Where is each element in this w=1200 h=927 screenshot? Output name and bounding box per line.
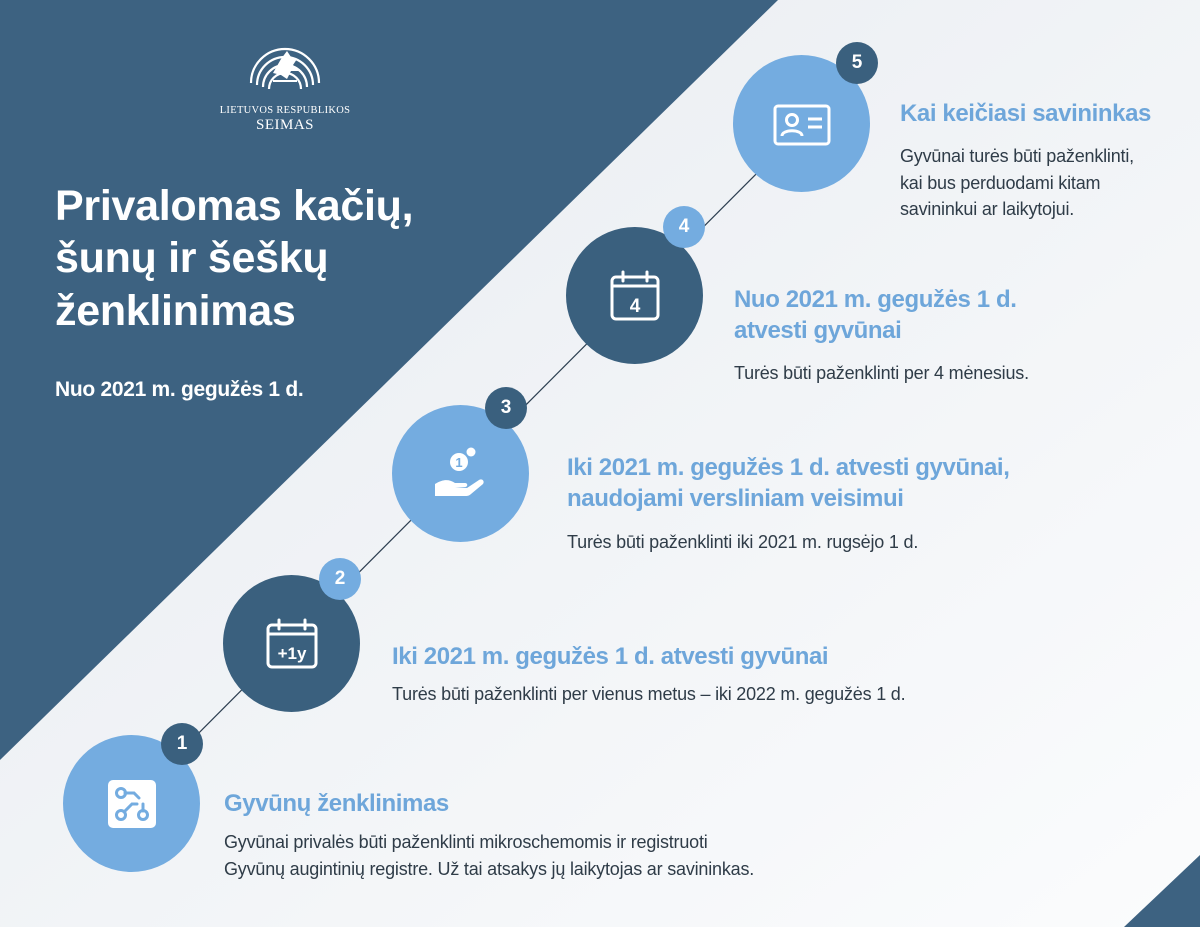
- step-5-badge: 5: [836, 42, 878, 84]
- calendar-plus-year-label: +1y: [277, 643, 306, 663]
- step-3-title-line2: naudojami versliniam veisimui: [567, 485, 904, 513]
- step-3-badge: 3: [485, 387, 527, 429]
- page-title: [55, 180, 475, 337]
- step-1-badge: 1: [161, 723, 203, 765]
- step-4-title: [734, 284, 1174, 346]
- calendar-four-icon: [608, 269, 662, 323]
- calendar-four-label: 4: [629, 295, 640, 317]
- step-4-title-line2: atvesti gyvūnai: [734, 317, 902, 345]
- chip-icon: [104, 776, 160, 832]
- step-4-badge: 4: [663, 206, 705, 248]
- seimas-emblem-icon: [243, 45, 327, 103]
- logo-line1: LIETUVOS RESPUBLIKOS: [219, 105, 351, 116]
- step-1-text: [224, 829, 924, 882]
- step-4-text-line1: Turės būti paženklinti per 4 mėnesius.: [734, 363, 1029, 383]
- step-2-badge: 2: [319, 558, 361, 600]
- step-3-text-line1: Turės būti paženklinti iki 2021 m. rugsėjo 1 d.: [567, 532, 919, 552]
- title-line1: Privalomas kačių,: [55, 182, 414, 230]
- step-3-title-line1: Iki 2021 m. gegužės 1 d. atvesti gyvūnai,: [567, 454, 1010, 481]
- step-3-title: [567, 452, 1127, 514]
- step-4-title-line1: Nuo 2021 m. gegužės 1 d.: [734, 286, 1017, 313]
- step-1-text-line2: Gyvūnų augintinių registre. Už tai atsakys jų laikytojas ar savininkas.: [224, 858, 755, 879]
- step-2-text: [392, 681, 1092, 708]
- step-2-text-line1: Turės būti paženklinti per vienus metus – iki 2022 m. gegužės 1 d.: [392, 684, 906, 704]
- title-line2: šunų ir šeškų: [55, 234, 329, 283]
- step-5-text-line1: Gyvūnai turės būti paženklinti,: [900, 146, 1134, 166]
- calendar-plus-year-icon: [264, 617, 320, 671]
- hand-coin-icon: [431, 446, 491, 502]
- step-1-text-line1: Gyvūnai privalės būti paženklinti mikroschemomis ir registruoti: [224, 832, 708, 852]
- logo-line2: SEIMAS: [255, 117, 314, 133]
- step-5-title: Kai keičiasi savininkas: [900, 100, 1151, 127]
- step-5-text-line3: savininkui ar laikytojui.: [900, 199, 1075, 220]
- coin-label: 1: [454, 454, 463, 470]
- step-4-text: [734, 360, 1174, 387]
- seimas-logo: [205, 45, 365, 134]
- page-subtitle: Nuo 2021 m. gegužės 1 d.: [55, 378, 304, 401]
- step-2-title: Iki 2021 m. gegužės 1 d. atvesti gyvūnai: [392, 643, 829, 670]
- id-card-icon: [772, 100, 832, 148]
- step-5-text: [900, 143, 1190, 223]
- step-1-title: Gyvūnų ženklinimas: [224, 790, 449, 817]
- step-5-text-line2: kai bus perduodami kitam: [900, 172, 1101, 193]
- title-line3: ženklinimas: [55, 286, 296, 335]
- step-3-text: [567, 529, 1127, 556]
